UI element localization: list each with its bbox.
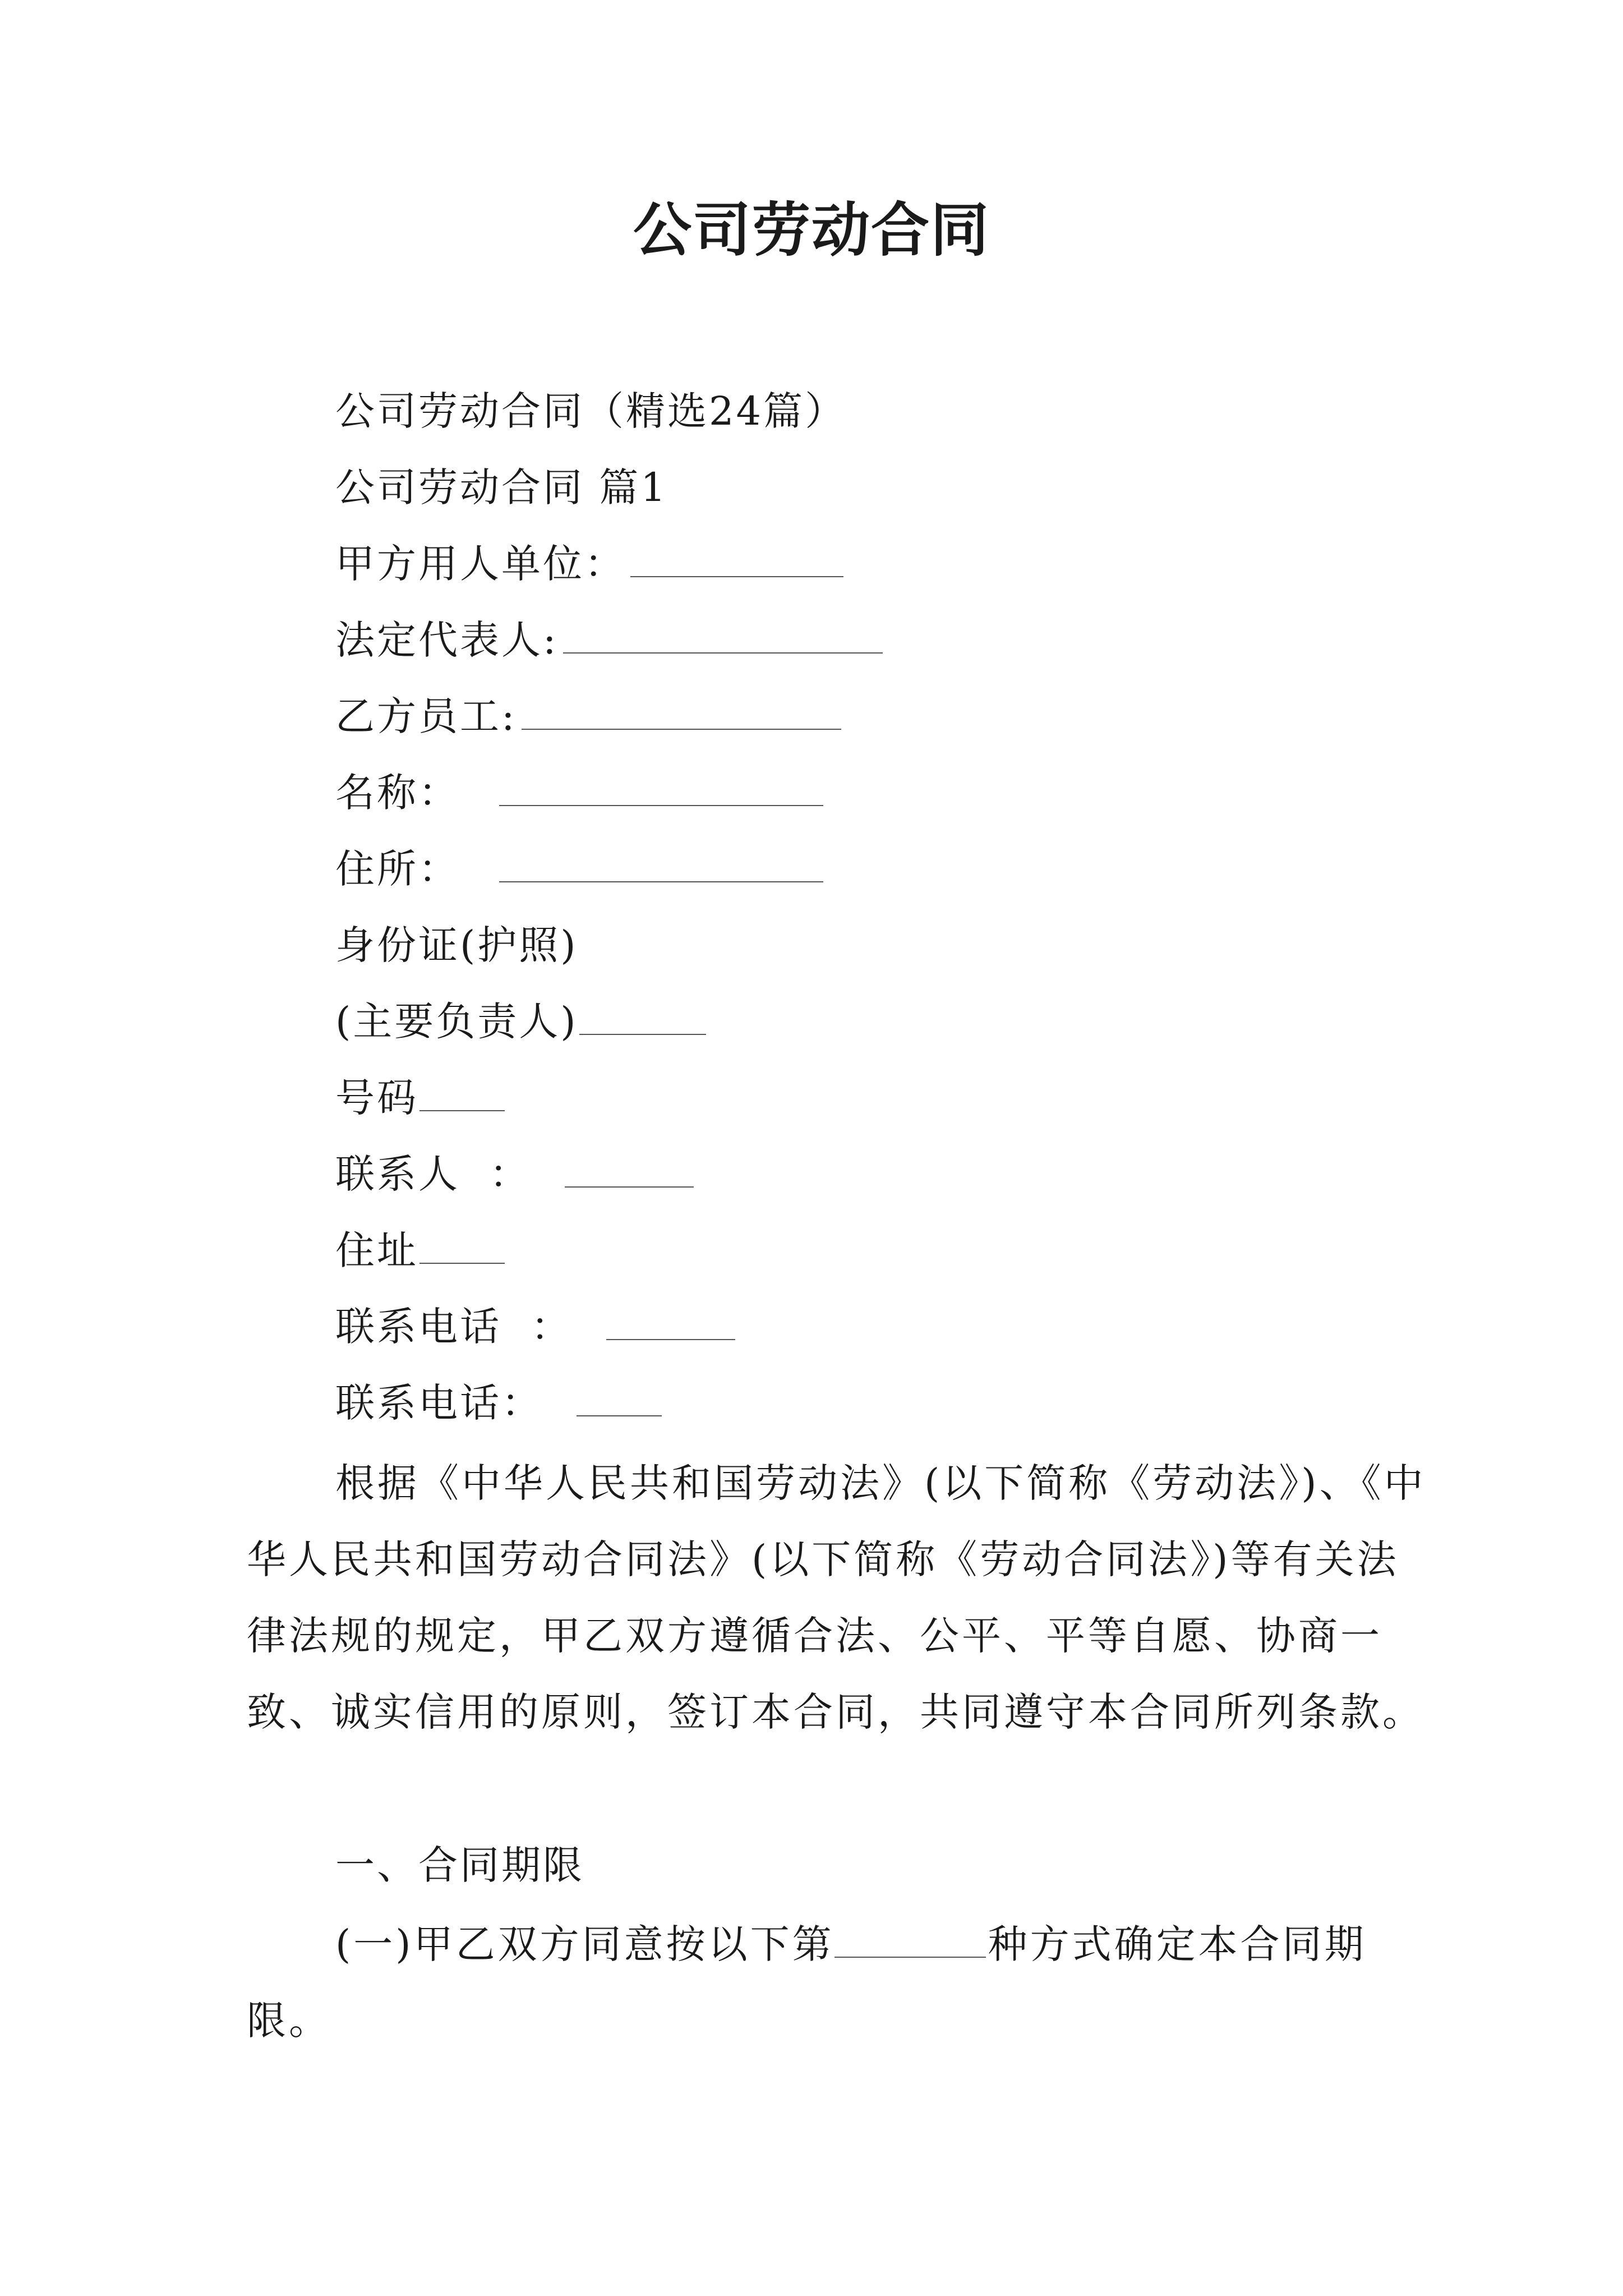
name-label: 名称： — [335, 770, 460, 816]
principal-blank — [579, 999, 706, 1035]
residence-blank — [419, 1228, 505, 1264]
employee-field — [335, 691, 841, 742]
contact-phone-b-blank — [577, 1381, 662, 1416]
clause-1-1-blank — [834, 1922, 986, 1958]
contact-phone-b-field — [335, 1378, 662, 1428]
principal-label: (主要负责人) — [335, 999, 578, 1045]
contact-person-field — [335, 1149, 694, 1199]
number-label: 号码 — [335, 1075, 418, 1121]
contact-person-blank — [565, 1152, 694, 1188]
legal-rep-field — [335, 615, 883, 665]
contact-person-label: 联系人 ： — [335, 1151, 531, 1197]
employee-label: 乙方员工: — [335, 693, 517, 739]
contact-phone-b-label: 联系电话： — [335, 1380, 543, 1426]
clause-1-1-after: 种方式确定本合同期限。 — [247, 1921, 1367, 2044]
contact-phone-a-label: 联系电话 ： — [335, 1304, 573, 1350]
section-heading: 公司劳动合同 篇1 — [335, 464, 668, 510]
principal-field — [335, 996, 706, 1047]
contact-phone-a-blank — [606, 1304, 735, 1340]
residence-label: 住址 — [335, 1227, 418, 1273]
intro-paragraph: 根据《中华人民共和国劳动法》(以下简称《劳动法》)、《中华人民共和国劳动合同法》(以下简称《劳动合同法》)等有关法律法规的规定，甲乙双方遵循合法、公平、平等自愿、协商一致、诚实信用的原则，签订本合同，共同遵守本合同所列条款。 — [247, 1460, 1426, 1735]
number-field — [335, 1073, 505, 1123]
name-field — [335, 767, 823, 818]
name-blank — [499, 770, 823, 806]
employee-blank — [522, 694, 841, 730]
id-card-label: 身份证(护照) — [335, 922, 578, 968]
contact-phone-a-field — [335, 1301, 735, 1352]
clause-1-1 — [247, 1906, 1430, 2059]
legal-rep-blank — [563, 618, 883, 654]
clause-1-heading: 一、合同期限 — [335, 1842, 584, 1888]
legal-rep-label: 法定代表人: — [335, 617, 559, 663]
document-title: 公司劳动合同 — [633, 196, 990, 264]
document-subtitle: 公司劳动合同（精选24篇） — [335, 388, 847, 434]
number-blank — [419, 1075, 505, 1111]
employer-label: 甲方用人单位： — [335, 541, 626, 587]
residence-field — [335, 1225, 505, 1276]
address-blank — [499, 846, 823, 882]
clause-1-1-before: (一)甲乙双方同意按以下第 — [335, 1921, 834, 1967]
employer-field — [335, 539, 843, 589]
address-label: 住所： — [335, 846, 460, 892]
employer-blank — [630, 541, 843, 577]
address-field — [335, 844, 823, 894]
